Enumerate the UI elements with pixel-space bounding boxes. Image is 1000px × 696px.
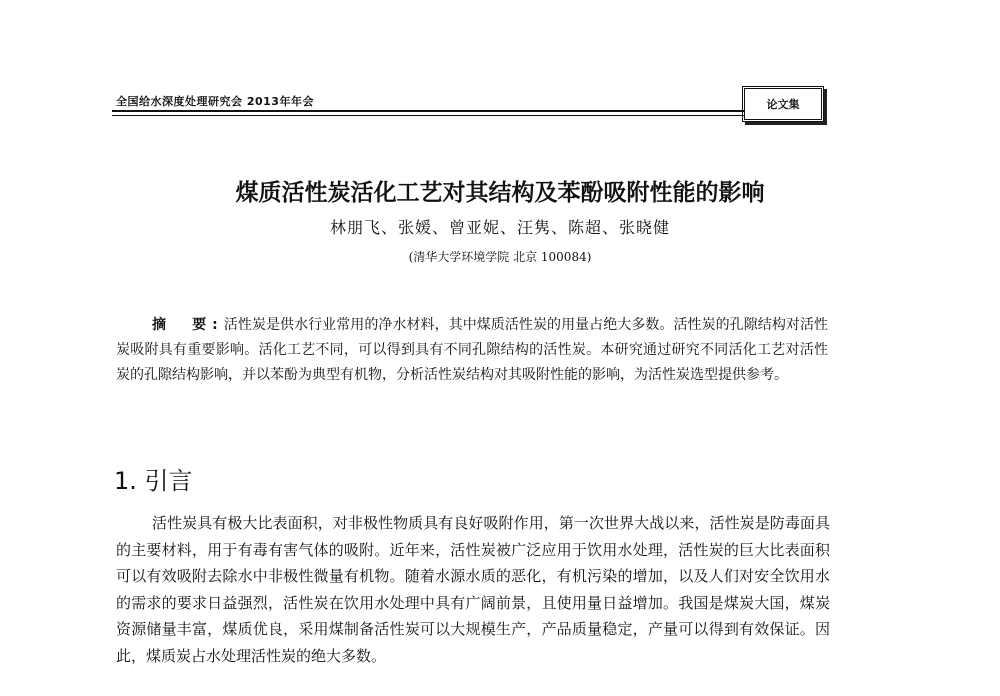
abstract-text: 活性炭是供水行业常用的净水材料，其中煤质活性炭的用量占绝大多数。活性炭的孔隙结构对活性炭吸附具有重要影响。活化工艺不同，可以得到具有不同孔隙结构的活性炭。本研究通过研究不同活化工艺对活性炭的孔隙结构影响，并以苯酚为典型有机物，分析活性炭结构对其吸附性能的影响，为活性炭选型提供参考。 <box>116 317 828 383</box>
header-rule-thick <box>112 110 744 112</box>
abstract-label: 摘 要: <box>152 317 224 333</box>
collection-badge-label: 论文集 <box>766 98 800 111</box>
collection-badge <box>742 86 824 122</box>
section-heading-introduction: 1. 引言 <box>114 467 193 495</box>
introduction-paragraph: 活性炭具有极大比表面积，对非极性物质具有良好吸附作用，第一次世界大战以来，活性炭是防毒面具的主要材料，用于有毒有害气体的吸附。近年来，活性炭被广泛应用于饮用水处理，活性炭的巨大比表面积可以有效吸附去除水中非极性微量有机物。随着水源水质的恶化，有机污染的增加，以及人们对安全饮用水的需求的要求日益强烈，活性炭在饮用水处理中具有广阔前景，且使用量日益增加。我国是煤炭大国，煤炭资源储量丰富，煤质优良，采用煤制备活性炭可以大规模生产，产品质量稳定，产量可以得到有效保证。因此，煤质炭占水处理活性炭的绝大多数。 <box>116 514 830 665</box>
header-rule-thin <box>112 115 744 116</box>
author-list: 林朋飞、张媛、曾亚妮、汪隽、陈超、张晓健 <box>329 218 670 237</box>
running-header: 全国给水深度处理研究会 2013年年会 <box>116 95 314 108</box>
affiliation: (清华大学环境学院 北京 100084) <box>408 250 592 264</box>
abstract <box>116 313 828 388</box>
paper-title: 煤质活性炭活化工艺对其结构及苯酚吸附性能的影响 <box>235 180 765 206</box>
